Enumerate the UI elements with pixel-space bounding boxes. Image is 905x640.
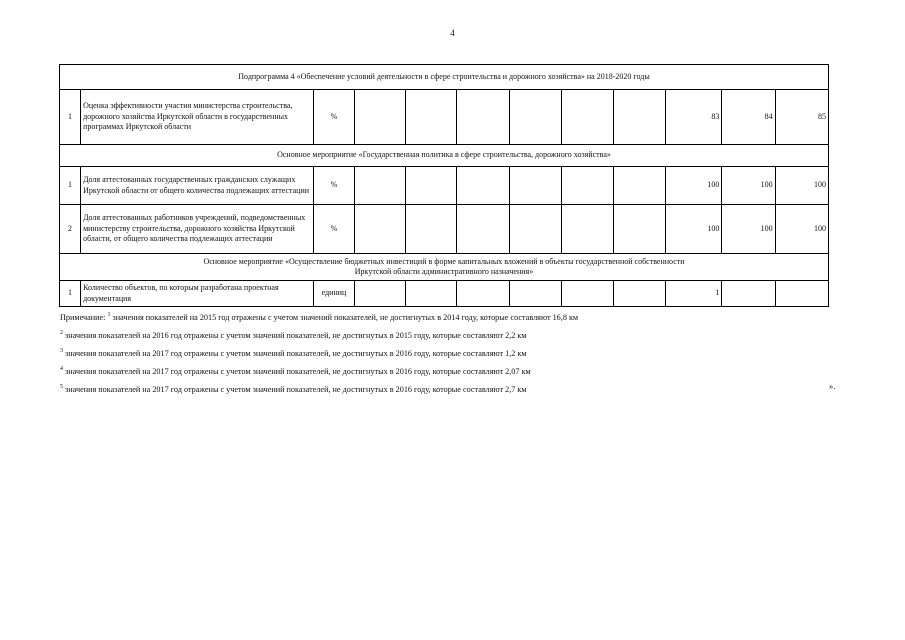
value-cell [561,205,613,254]
value-cell [355,205,406,254]
value-cell [406,205,457,254]
value-cell [613,205,665,254]
activity-title-line: Иркутской области административного назначения» [354,267,534,276]
value-cell [406,90,457,145]
activity-title [60,254,829,281]
indicator-name: Доля аттестованных государственных гражданских служащих Иркутской области от общего количества подлежащих аттестации [81,167,314,205]
value-cell [457,167,509,205]
value-cell: 100 [666,205,722,254]
value-cell [509,167,561,205]
value-cell [457,90,509,145]
footnote-marker: 3 [60,348,63,354]
row-number: 1 [60,90,81,145]
footnote-text: значения показателей на 2017 год отражены с учетом значений показателей, не достигнутых в 2016 году, которые составляют 2,07 км [63,367,531,376]
value-cell [355,167,406,205]
footnote-text: значения показателей на 2015 год отражены с учетом значений показателей, не достигнутых в 2014 году, которые составляют 16,8 км [110,313,579,322]
value-cell [775,281,828,307]
unit-cell: единиц [313,281,354,307]
footnote-prefix: Примечание: [60,313,108,322]
value-cell [406,281,457,307]
activity-title-line: Основное мероприятие «Осуществление бюджетных инвестиций в форме капитальных вложений в объекты государственной собственности [203,256,685,266]
footnote [60,312,850,330]
value-cell [355,281,406,307]
indicator-name: Количество объектов, по которым разработана проектная документация [81,281,314,307]
footnote [60,366,850,384]
table-row [60,90,829,145]
unit-cell: % [313,167,354,205]
footnote [60,384,850,402]
indicator-name: Доля аттестованных работников учреждений, подведомственных министерству строительства, дорожного хозяйства Иркутской области, от общего количества подлежащих аттестации [81,205,314,254]
footnote-text: значения показателей на 2016 год отражены с учетом значений показателей, не достигнутых в 2015 году, которые составляют 2,2 км [63,331,527,340]
footnote-marker: 5 [60,384,63,390]
value-cell [406,167,457,205]
value-cell [722,281,775,307]
footnotes [60,312,850,402]
value-cell [613,167,665,205]
value-cell: 1 [666,281,722,307]
value-cell [613,281,665,307]
value-cell: 85 [775,90,828,145]
unit-cell: % [313,205,354,254]
value-cell [355,90,406,145]
value-cell: 100 [775,205,828,254]
value-cell [509,281,561,307]
footnote-text: значения показателей на 2017 год отражены с учетом значений показателей, не достигнутых в 2016 году, которые составляют 1,2 км [63,349,527,358]
row-number: 1 [60,281,81,307]
value-cell [613,90,665,145]
value-cell [509,205,561,254]
table-row [60,281,829,307]
value-cell [561,167,613,205]
value-cell [457,205,509,254]
activity-title: Основное мероприятие «Государственная политика в сфере строительства, дорожного хозяйства» [60,145,829,167]
value-cell [509,90,561,145]
value-cell: 100 [666,167,722,205]
subprogram-header-row [60,65,829,90]
indicator-name: Оценка эффективности участия министерства строительства, дорожного хозяйства Иркутской области в государственных программах Иркутской области [81,90,314,145]
value-cell: 84 [722,90,775,145]
footnote-marker: 1 [107,312,111,318]
closing-quote: ». [829,381,836,391]
footnote-text: значения показателей на 2017 год отражены с учетом значений показателей, не достигнутых в 2016 году, которые составляют 2,7 км [63,385,527,394]
row-number: 1 [60,167,81,205]
value-cell: 100 [722,205,775,254]
value-cell: 83 [666,90,722,145]
footnote [60,330,850,348]
table-row [60,167,829,205]
value-cell [561,90,613,145]
indicators-table [59,64,829,307]
value-cell [457,281,509,307]
table-row [60,205,829,254]
footnote [60,348,850,366]
footnote-marker: 4 [60,366,63,372]
value-cell [561,281,613,307]
row-number: 2 [60,205,81,254]
value-cell: 100 [775,167,828,205]
activity-header-row [60,254,829,281]
unit-cell: % [313,90,354,145]
activity-header-row [60,145,829,167]
subprogram-title: Подпрограмма 4 «Обеспечение условий деятельности в сфере строительства и дорожного хозяйства» на 2018-2020 годы [60,65,829,90]
value-cell: 100 [722,167,775,205]
page-number: 4 [450,28,455,38]
footnote-marker: 2 [60,330,63,336]
